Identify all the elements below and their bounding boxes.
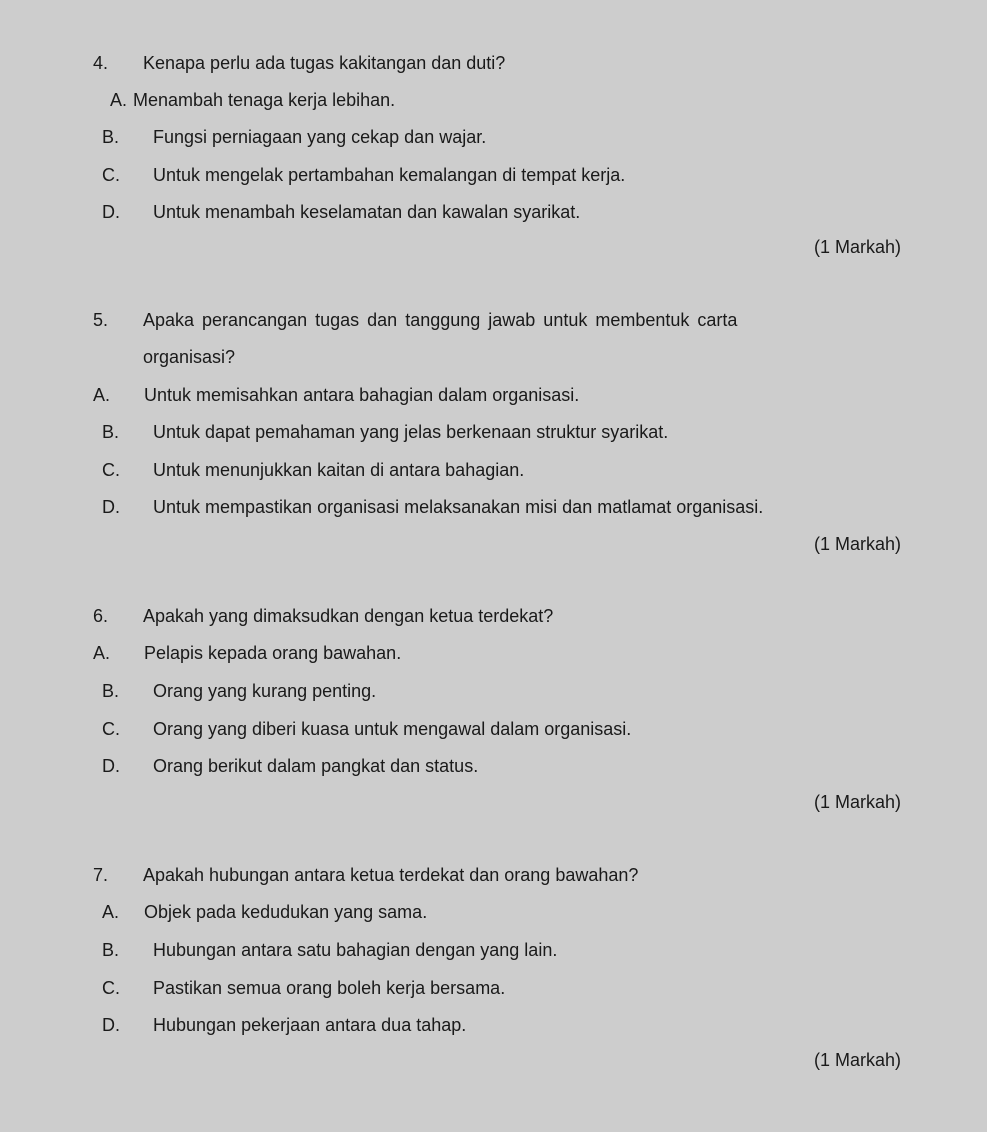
option-text: Untuk menunjukkan kaitan di antara bahagian. (153, 460, 525, 480)
question-text: Apakah yang dimaksudkan dengan ketua terdekat? (143, 606, 554, 626)
option-letter: D. (102, 497, 120, 517)
option-letter: D. (102, 1015, 120, 1035)
question-number: 7. (93, 865, 109, 885)
option-text: Orang yang kurang penting. (153, 681, 377, 701)
option-letter: C. (102, 165, 120, 185)
option-letter: C. (102, 719, 120, 739)
option-text: Orang berikut dalam pangkat dan status. (153, 756, 479, 776)
option-text: Untuk mempastikan organisasi melaksanakan misi dan matlamat organisasi. (153, 497, 764, 517)
question-text-line-1: Apaka perancangan tugas dan tanggung jawab untuk membentuk carta (143, 310, 738, 330)
option-text: Fungsi perniagaan yang cekap dan wajar. (153, 127, 487, 147)
option-letter: B. (102, 422, 120, 442)
option-text: Untuk dapat pemahaman yang jelas berkenaan struktur syarikat. (153, 422, 669, 442)
option-letter: B. (102, 127, 120, 147)
option-letter: A. (93, 643, 111, 663)
question-5-continued (143, 346, 235, 368)
option-text: Objek pada kedudukan yang sama. (144, 902, 428, 922)
question-text: Apakah hubungan antara ketua terdekat dan orang bawahan? (143, 865, 639, 885)
q6-marks: (1 Markah) (813, 792, 901, 812)
option-text: Untuk menambah keselamatan dan kawalan syarikat. (153, 202, 581, 222)
option-text: Pastikan semua orang boleh kerja bersama. (153, 978, 506, 998)
option-text: Untuk memisahkan antara bahagian dalam organisasi. (144, 385, 580, 405)
q5-marks: (1 Markah) (813, 534, 901, 554)
option-letter: D. (102, 202, 120, 222)
question-number: 6. (93, 606, 109, 626)
option-text: Menambah tenaga kerja lebihan. (133, 90, 396, 110)
q7-marks: (1 Markah) (813, 1050, 901, 1070)
option-letter: D. (102, 756, 120, 776)
option-text: Orang yang diberi kuasa untuk mengawal dalam organisasi. (153, 719, 632, 739)
option-text: Hubungan antara satu bahagian dengan yang lain. (153, 940, 558, 960)
option-letter: B. (102, 940, 120, 960)
question-number: 5. (93, 310, 109, 330)
option-letter: C. (102, 978, 120, 998)
question-text-line-2: organisasi? (143, 347, 236, 367)
option-letter: B. (102, 681, 120, 701)
q4-marks: (1 Markah) (813, 237, 901, 257)
option-letter: A. (110, 90, 128, 110)
option-text: Untuk mengelak pertambahan kemalangan di tempat kerja. (153, 165, 626, 185)
option-text: Hubungan pekerjaan antara dua tahap. (153, 1015, 467, 1035)
option-letter: A. (93, 385, 111, 405)
option-text: Pelapis kepada orang bawahan. (144, 643, 402, 663)
option-letter: A. (102, 902, 120, 922)
question-number: 4. (93, 53, 109, 73)
question-text: Kenapa perlu ada tugas kakitangan dan duti? (143, 53, 506, 73)
option-letter: C. (102, 460, 120, 480)
